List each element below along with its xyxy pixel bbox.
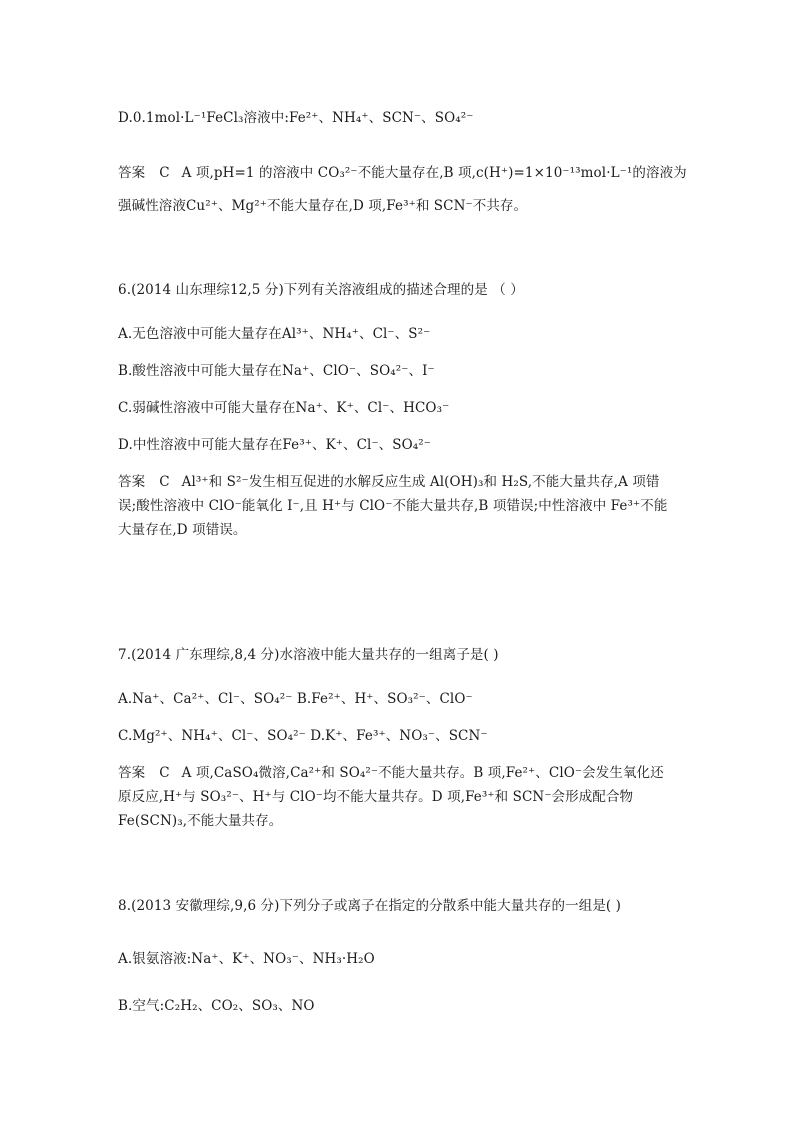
answer-label: 答案 bbox=[118, 165, 146, 181]
q6-option-a: A.无色溶液中可能大量存在Al³⁺、NH₄⁺、Cl⁻、S²⁻ bbox=[118, 326, 431, 342]
q7-explanation-1: A 项,CaSO₄微溶,Ca²⁺和 SO₄²⁻不能大量共存。B 项,Fe²⁺、ClO⁻会发生氧化还 bbox=[181, 765, 664, 781]
answer-label: 答案 bbox=[118, 474, 146, 490]
q5-explanation-2: 强碱性溶液Cu²⁺、Mg²⁺不能大量存在,D 项,Fe³⁺和 SCN⁻不共存。 bbox=[118, 198, 528, 214]
q6-answer-line-1 bbox=[118, 473, 698, 491]
answer-key: C bbox=[159, 765, 170, 781]
q5-answer-line-1 bbox=[118, 164, 698, 182]
q8-stem: 8.(2013 安徽理综,9,6 分)下列分子或离子在指定的分散系中能大量共存的一组是( ) bbox=[118, 898, 622, 914]
q6-option-b: B.酸性溶液中可能大量存在Na⁺、ClO⁻、SO₄²⁻、I⁻ bbox=[118, 363, 435, 379]
q7-answer-line-1 bbox=[118, 764, 698, 782]
q5-option-d: D.0.1mol·L⁻¹FeCl₃溶液中:Fe²⁺、NH₄⁺、SCN⁻、SO₄²⁻ bbox=[118, 110, 474, 126]
q8-option-a: A.银氨溶液:Na⁺、K⁺、NO₃⁻、NH₃·H₂O bbox=[118, 951, 375, 967]
q7-options-cd: C.Mg²⁺、NH₄⁺、Cl⁻、SO₄²⁻ D.K⁺、Fe³⁺、NO₃⁻、SCN⁻ bbox=[118, 728, 488, 744]
q7-stem: 7.(2014 广东理综,8,4 分)水溶液中能大量共存的一组离子是( ) bbox=[118, 647, 499, 663]
answer-key: C bbox=[159, 165, 170, 181]
q7-explanation-3: Fe(SCN)₃,不能大量共存。 bbox=[118, 813, 283, 829]
q7-options-ab: A.Na⁺、Ca²⁺、Cl⁻、SO₄²⁻ B.Fe²⁺、H⁺、SO₃²⁻、ClO⁻ bbox=[118, 691, 473, 707]
q7-explanation-2: 原反应,H⁺与 SO₃²⁻、H⁺与 ClO⁻均不能大量共存。D 项,Fe³⁺和 SCN⁻会形成配合物 bbox=[118, 789, 634, 805]
q6-explanation-3: 大量存在,D 项错误。 bbox=[118, 522, 247, 538]
q5-explanation-1: A 项,pH=1 的溶液中 CO₃²⁻不能大量存在,B 项,c(H⁺)=1×10⁻¹³mol·L⁻¹的溶液为 bbox=[181, 165, 687, 181]
q6-option-c: C.弱碱性溶液中可能大量存在Na⁺、K⁺、Cl⁻、HCO₃⁻ bbox=[118, 400, 450, 416]
answer-label: 答案 bbox=[118, 765, 146, 781]
q6-option-d: D.中性溶液中可能大量存在Fe³⁺、K⁺、Cl⁻、SO₄²⁻ bbox=[118, 437, 432, 453]
q8-option-b: B.空气:C₂H₂、CO₂、SO₃、NO bbox=[118, 998, 315, 1014]
q6-stem: 6.(2014 山东理综12,5 分)下列有关溶液组成的描述合理的是 （ ） bbox=[118, 282, 524, 298]
answer-key: C bbox=[159, 474, 170, 490]
q6-explanation-2: 误;酸性溶液中 ClO⁻能氧化 I⁻,且 H⁺与 ClO⁻不能大量共存,B 项错误;中性溶液中 Fe³⁺不能 bbox=[118, 498, 668, 514]
q6-explanation-1: Al³⁺和 S²⁻发生相互促进的水解反应生成 Al(OH)₃和 H₂S,不能大量共存,A 项错 bbox=[181, 474, 660, 490]
